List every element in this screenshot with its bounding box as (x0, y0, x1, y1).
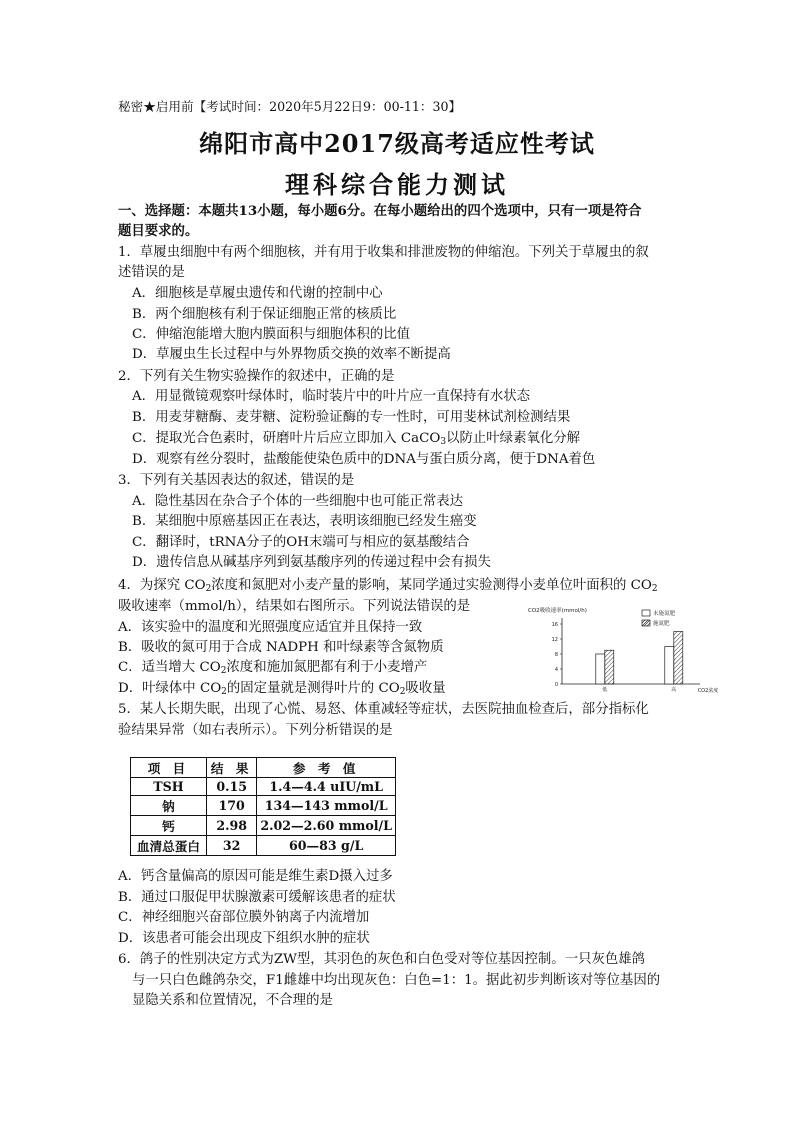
q3-option-a: A．隐性基因在杂合子个体的一些细胞中也可能正常表达 (132, 494, 464, 509)
table-cell: 134—143 mmol/L (257, 796, 396, 816)
q3-option-c: C．翻译时，tRNA分子的OH末端可与相应的氨基酸结合 (132, 535, 470, 550)
table-cell: TSH (131, 778, 207, 796)
q4-option-d: D．叶绿体中 $CO_2$的固定量就是测得叶片的 $CO_2$吸收量 (118, 681, 446, 697)
table-cell: 1.4—4.4 uIU/mL (257, 778, 396, 796)
chart-y-tick-label: 12 (551, 637, 558, 643)
q5-option-a: A．钙含量偏高的原因可能是维生素D摄入过多 (118, 869, 393, 884)
q5-stem-line2: 验结果异常（如右表所示）。下列分析错误的是 (118, 723, 393, 738)
legend-swatch-no-nitrogen (642, 610, 650, 616)
chart-xlabel: CO2浓度 (697, 688, 718, 694)
chart-y-tick-label: 0 (554, 682, 558, 688)
q2-option-d: D．观察有丝分裂时，盐酸能使染色质中的DNA与蛋白质分离，便于DNA着色 (132, 452, 596, 467)
q3-option-b: B．某细胞中原癌基因正在表达，表明该细胞已经发生癌变 (132, 514, 477, 529)
bar-no-nitrogen-0 (596, 654, 605, 684)
table-row (131, 816, 396, 836)
co2-absorption-bar-chart (522, 604, 718, 696)
q2-stem: 2．下列有关生物实验操作的叙述中，正确的是 (118, 369, 395, 384)
q6-stem-line3: 显隐关系和位置情况，不合理的是 (132, 993, 333, 1008)
chart-legend (642, 609, 676, 627)
table-cell: 2.02—2.60 mmol/L (257, 816, 396, 836)
confidential-header: 秘密★启用前【考试时间：2020年5月22日9：00-11：30】 (118, 99, 462, 114)
chart-ylabel: CO2吸收速率(mmol/h) (528, 608, 587, 614)
legend-label-no-nitrogen: 未施氮肥 (653, 611, 676, 617)
exam-title: 绵阳市高中2017级高考适应性考试 (199, 129, 595, 158)
table-header: 参 考 值 (257, 758, 396, 778)
table-row (131, 836, 396, 856)
q1-stem-line1: 1．草履虫细胞中有两个细胞核，并有用于收集和排泄废物的伸缩泡。下列关于草履虫的叙 (118, 245, 649, 260)
table-cell: 血清总蛋白 (131, 836, 207, 856)
q4-option-a: A．该实验中的温度和光照强度应适宜并且保持一致 (118, 620, 423, 635)
table-cell: 0.15 (206, 778, 256, 796)
chart-x-tick-label: 高 (671, 687, 677, 693)
q4-stem-line1: 4．为探究 $CO_2$浓度和氮肥对小麦产量的影响，某同学通过实验测得小麦单位叶面积的 $CO_2$ (118, 578, 658, 594)
table-row (131, 778, 396, 796)
chart-x-tick-label: 低 (602, 687, 608, 693)
table-cell: 170 (206, 796, 256, 816)
section-instructions-line1: 一、选择题：本题共13小题，每小题6分。在每小题给出的四个选项中，只有一项是符合 (118, 203, 642, 219)
table-cell: 60—83 g/L (257, 836, 396, 856)
table-row (131, 796, 396, 816)
table-header: 项 目 (131, 758, 207, 778)
table-cell: 2.98 (206, 816, 256, 836)
q3-stem: 3．下列有关基因表达的叙述，错误的是 (118, 473, 355, 488)
q6-stem-line2: 与一只白色雌鸽杂交，F1雌雄中均出现灰色：白色=1：1。据此初步判断该对等位基因的 (132, 973, 661, 988)
q2-option-c: C．提取光合色素时，研磨叶片后应立即加入 CaCO$_3$以防止叶绿素氧化分解 (132, 431, 581, 447)
q1-option-c: C．伸缩泡能增大胞内膜面积与细胞体积的比值 (132, 327, 411, 342)
chart-y-tick-label: 4 (554, 667, 558, 673)
table-cell: 钙 (131, 816, 207, 836)
table-cell: 钠 (131, 796, 207, 816)
chart-y-tick-label: 8 (554, 652, 558, 658)
bar-no-nitrogen-1 (665, 647, 674, 685)
section-instructions-line2: 题目要求的。 (118, 223, 199, 239)
q1-option-d: D．草履虫生长过程中与外界物质交换的效率不断提高 (132, 347, 451, 362)
bar-nitrogen-0 (605, 650, 614, 684)
exam-subtitle: 理科综合能力测试 (285, 170, 509, 199)
q2-option-a: A．用显微镜观察叶绿体时，临时装片中的叶片应一直保持有水状态 (132, 389, 530, 404)
q2-option-b: B．用麦芽糖酶、麦芽糖、淀粉验证酶的专一性时，可用斐林试剂检测结果 (132, 410, 571, 425)
q1-option-a: A．细胞核是草履虫遗传和代谢的控制中心 (132, 286, 383, 301)
table-header-row (131, 758, 396, 778)
table-header: 结 果 (206, 758, 256, 778)
q5-option-b: B．通过口服促甲状腺激素可缓解该患者的症状 (118, 890, 396, 905)
chart-y-tick-label: 16 (551, 622, 558, 628)
q4-stem-line2: 吸收速率（mmol/h），结果如右图所示。下列说法错误的是 (118, 599, 471, 614)
q4-option-b: B．吸收的氮可用于合成 NADPH 和叶绿素等含氮物质 (118, 640, 444, 655)
q6-stem-line1: 6．鸽子的性别决定方式为ZW型，其羽色的灰色和白色受对等位基因控制。一只灰色雄鸽 (118, 952, 646, 967)
q3-option-d: D．遗传信息从碱基序列到氨基酸序列的传递过程中会有损失 (132, 555, 491, 570)
bar-nitrogen-1 (674, 632, 683, 685)
legend-label-nitrogen: 施氮肥 (653, 621, 670, 627)
q5-option-d: D．该患者可能会出现皮下组织水肿的症状 (118, 931, 370, 946)
table-cell: 32 (206, 836, 256, 856)
q1-stem-line2: 述错误的是 (118, 265, 185, 280)
lab-results-table (130, 757, 396, 856)
q5-stem-line1: 5．某人长期失眠，出现了心慌、易怒、体重减轻等症状，去医院抽血检查后，部分指标化 (118, 702, 649, 717)
chart-plot-area (552, 618, 700, 693)
q1-option-b: B．两个细胞核有利于保证细胞正常的核质比 (132, 307, 397, 322)
q5-option-c: C．神经细胞兴奋部位膜外钠离子内流增加 (118, 910, 370, 925)
q4-option-c: C．适当增大 $CO_2$浓度和施加氮肥都有利于小麦增产 (118, 660, 428, 676)
